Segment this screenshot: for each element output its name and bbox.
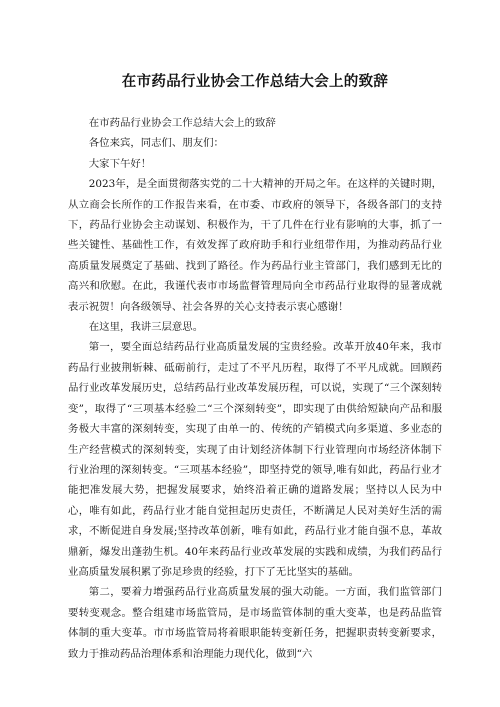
body-paragraph-salutation: 各位来宾，同志们、朋友们： [88, 137, 224, 150]
body-paragraph-greeting: 大家下午好！ [88, 157, 152, 170]
body-paragraph-title-repeat: 在市药品行业协会工作总结大会上的致辞 [88, 117, 276, 129]
document-body [68, 113, 442, 664]
document-title: 在市药品行业协会工作总结大会上的致辞 [121, 74, 389, 90]
body-paragraph-point-one: 第一，要全面总结药品行业高质量发展的宝贵经验。改革开放40年来，我市药品行业披荆斩棘、砥砺前行，走过了不平凡历程，取得了不平凡成就。回顾药品行业改革发展历史，总结药品行业改革发展历程，可以说，实现了“三个深刻转变”，取得了“三项基本经验二“三个深刻转变”，即实现了由供给短缺向产品和服务极大丰富的深刻转变，实现了由单一的、传统的产销模式向多渠道、多业态的生产经营模式的深刻转变，实现了由计划经济体制下行业管理向市场经济体制下行业治理的深刻转变。“三项基本经验”，即坚持党的领导,唯有如此，药品行业才能把准发展大势，把握发展要求，始终沿着正确的道路发展；坚持以人民为中心，唯有如此，药品行业才能自觉担起历史责任，不断满足人民对美好生活的需求，不断促进自身发展;坚持改革创新，唯有如此，药品行业才能自强不息，革故鼎新，爆发出蓬勃生机。40年来药品行业改革发展的实践和成绩，为我们药品行业高质量发展积累了弥足珍贵的经验，打下了无比坚实的基础。 [68, 341, 442, 578]
body-paragraph-intro: 2023年，是全面贯彻落实党的二十大精神的开局之年。在这样的关键时期，从立商会长所作的工作报告来看，在市委、市政府的领导下，各级各部门的支持下，药品行业协会主动谋划、积极作为，干了几件在行业有影响的大事，抓了一些关键性、基础性工作，有效发挥了政府助手和行业纽带作用，为推动药品行业高质量发展奠定了基础、找到了路径。作为药品行业主管部门，我们感到无比的高兴和欣慰。在此，我谨代表市市场监督管理局向全市药品行业取得的显著成就表示祝贺！向各级领导、社会各界的关心支持表示衷心感谢！ [68, 178, 442, 313]
body-paragraph-point-two: 第二，要着力增强药品行业高质量发展的强大动能。一方面，我们监管部门要转变观念。整合组建市场监管局，是市场监管体制的重大变革，也是药品监管体制的重大变革。市市场监管局将着眼职能转变新任务，把握职责转变新要求，致力于推动药品治理体系和治理能力现代化，做到“六 [68, 586, 442, 660]
body-paragraph-outline: 在这里，我讲三层意思。 [88, 321, 204, 334]
